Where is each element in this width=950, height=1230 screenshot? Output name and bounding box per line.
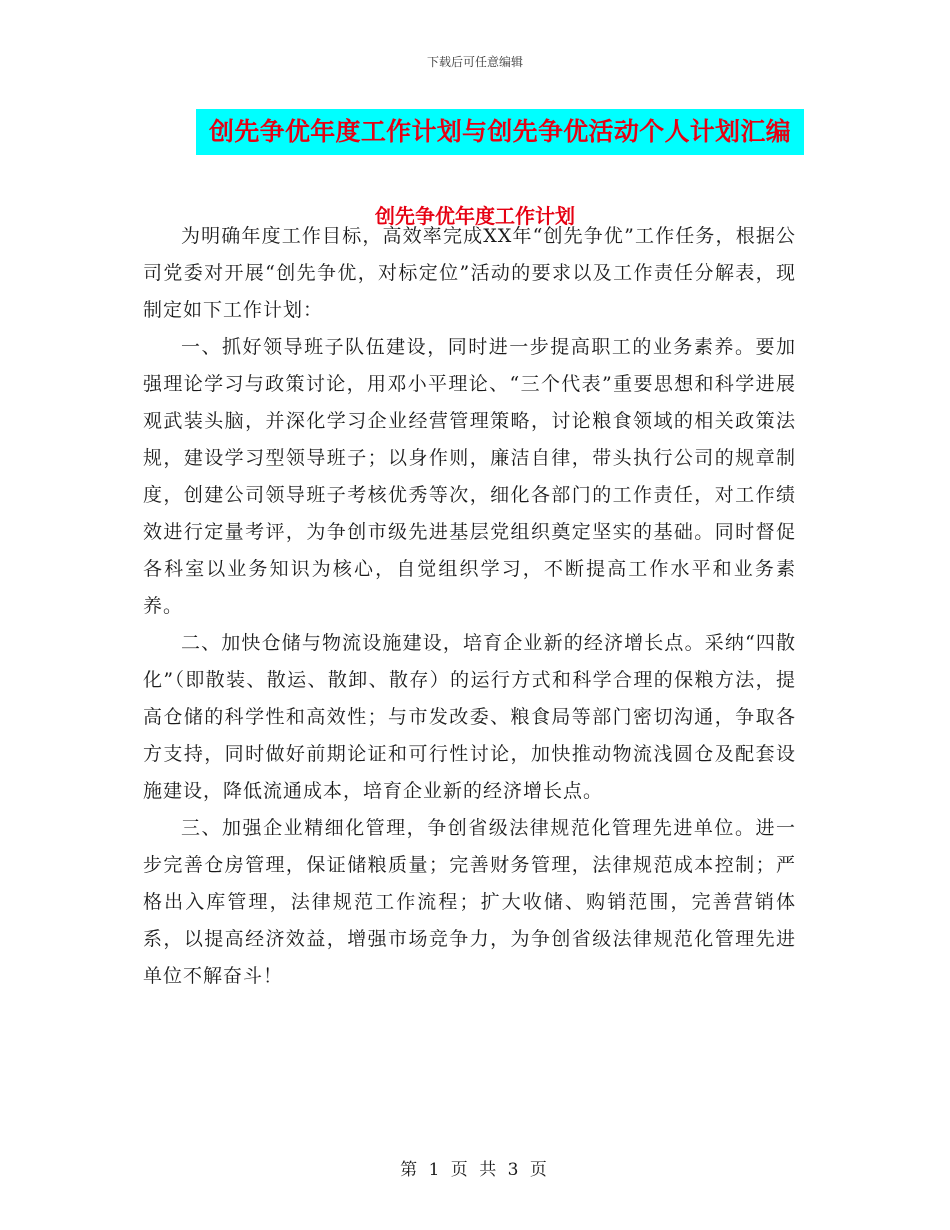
page-header-note: 下载后可任意编辑 xyxy=(426,55,523,69)
document-title-highlight xyxy=(196,109,804,155)
paragraph-item-1: 一、抓好领导班子队伍建设，同时进一步提高职工的业务素养。要加强理论学习与政策讨论，用邓小平理论、“三个代表”重要思想和科学进展观武装头脑，并深化学习企业经营管理策略，讨论粮食领域的相关政策法规，建设学习型领导班子；以身作则，廉洁自律，带头执行公司的规章制度，创建公司领导班子考核优秀等次，细化各部门的工作责任，对工作绩效进行定量考评，为争创市级先进基层党组织奠定坚实的基础。同时督促各科室以业务知识为核心，自觉组织学习，不断提高工作水平和业务素养。 xyxy=(143,336,796,617)
document-body xyxy=(143,218,796,995)
paragraph-intro: 为明确年度工作目标，高效率完成XX年“创先争优”工作任务，根据公司党委对开展“创先争优，对标定位”活动的要求以及工作责任分解表，现制定如下工作计划： xyxy=(143,225,796,321)
section-title: 创先争优年度工作计划 xyxy=(375,204,575,228)
page-number-indicator: 第 1 页 共 3 页 xyxy=(400,1160,550,1180)
paragraph-item-3: 三、加强企业精细化管理，争创省级法律规范化管理先进单位。进一步完善仓房管理，保证储粮质量；完善财务管理，法律规范成本控制；严格出入库管理，法律规范工作流程；扩大收储、购销范围，完善营销体系，以提高经济效益，增强市场竞争力，为争创省级法律规范化管理先进单位不解奋斗！ xyxy=(143,817,796,987)
paragraph-item-2: 二、加快仓储与物流设施建设，培育企业新的经济增长点。采纳“四散化”（即散装、散运、散卸、散存）的运行方式和科学合理的保粮方法，提高仓储的科学性和高效性；与市发改委、粮食局等部门密切沟通，争取各方支持，同时做好前期论证和可行性讨论，加快推动物流浅圆仓及配套设施建设，降低流通成本，培育企业新的经济增长点。 xyxy=(143,632,796,802)
document-title: 创先争优年度工作计划与创先争优活动个人计划汇编 xyxy=(209,117,791,146)
